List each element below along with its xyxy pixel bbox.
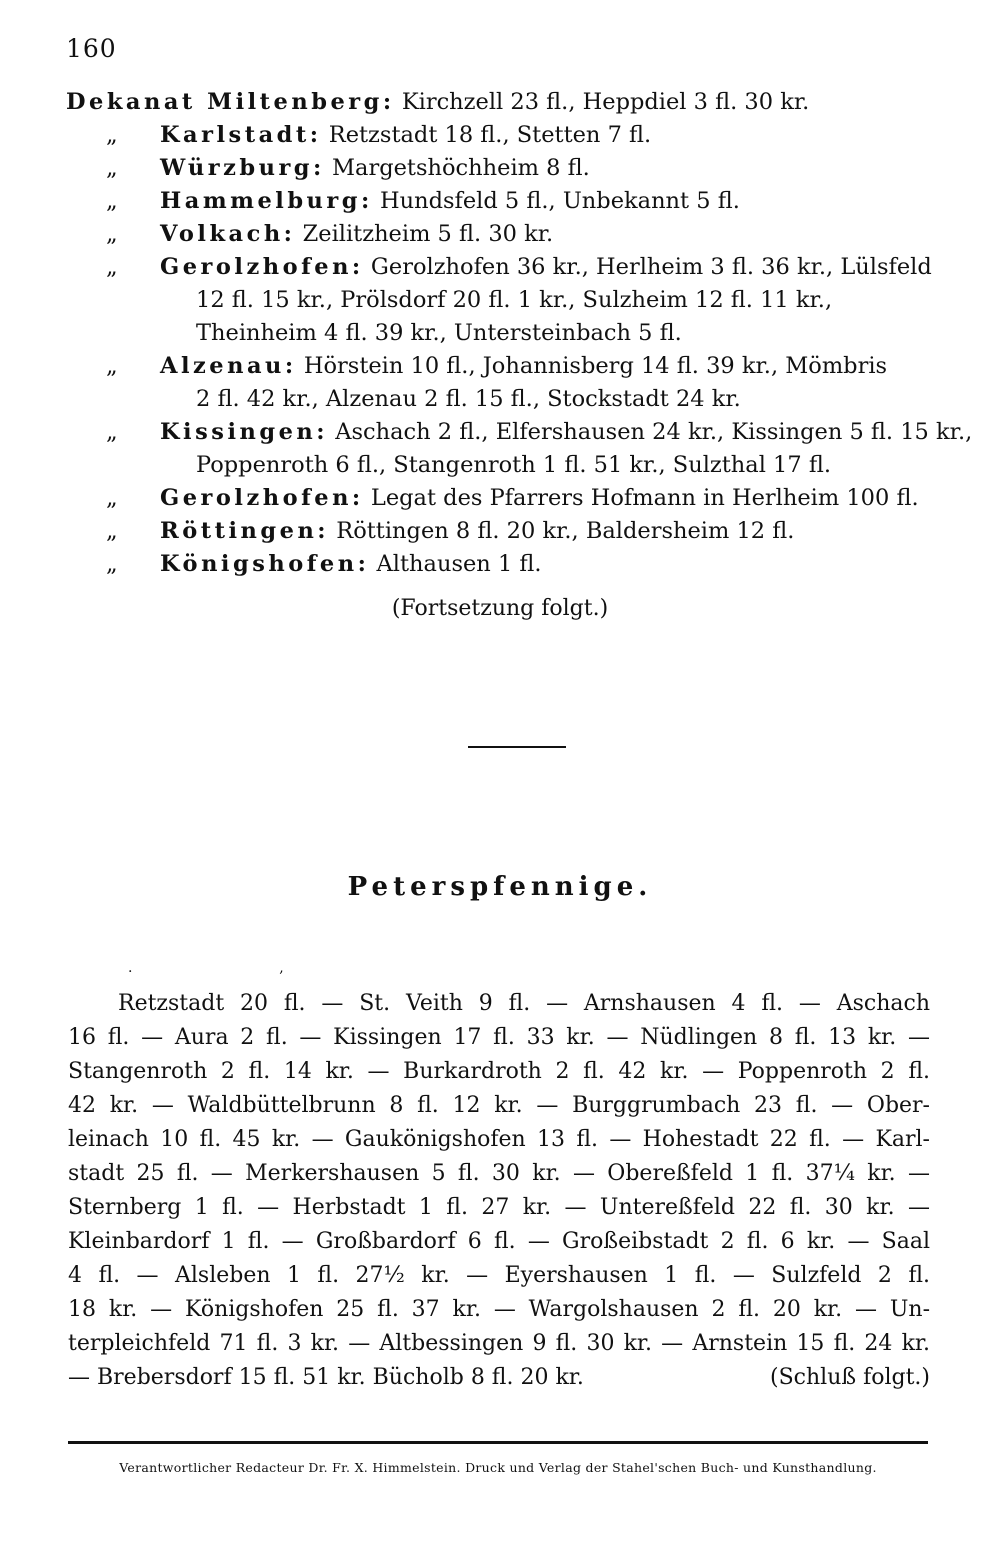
list-item xyxy=(66,548,936,581)
deanery-label: Volkach: xyxy=(160,221,296,247)
peterspfennige-paragraph xyxy=(68,987,930,1395)
paragraph-line: 16 fl. — Aura 2 fl. — Kissingen 17 fl. 33 kr. — Nüdlingen 8 fl. 13 kr. — xyxy=(68,1025,930,1050)
entry-text: Zeilitzheim 5 fl. 30 kr. xyxy=(295,221,554,247)
deanery-label: Gerolzhofen: xyxy=(160,254,364,280)
ditto-mark: „ xyxy=(106,419,118,445)
deanery-label: Königshofen: xyxy=(160,551,370,577)
entry-continuation: Poppenroth 6 fl., Stangenroth 1 fl. 51 kr., Sulzthal 17 fl. xyxy=(196,452,831,478)
entry-text: Kirchzell 23 fl., Heppdiel 3 fl. 30 kr. xyxy=(394,89,810,115)
ditto-mark: „ xyxy=(106,221,118,247)
deanery-label: Dekanat Miltenberg: xyxy=(66,89,395,115)
list-item xyxy=(66,218,936,251)
paragraph-line: Kleinbardorf 1 fl. — Großbardorf 6 fl. — Großeibstadt 2 fl. 6 kr. — Saal xyxy=(68,1229,930,1254)
deanery-label: Röttingen: xyxy=(160,518,330,544)
entry-continuation: 2 fl. 42 kr., Alzenau 2 fl. 15 fl., Stockstadt 24 kr. xyxy=(196,386,741,412)
donation-list xyxy=(66,86,973,581)
imprint: Verantwortlicher Redacteur Dr. Fr. X. Himmelstein. Druck und Verlag der Stahel'schen Buch- und Kunsthandlung. xyxy=(119,1460,877,1475)
list-item xyxy=(66,251,936,350)
list-item xyxy=(66,86,936,119)
section-title: Peterspfennige. xyxy=(347,872,653,902)
deanery-label: Gerolzhofen: xyxy=(160,485,364,511)
closing-note: (Schluß folgt.) xyxy=(770,1365,930,1390)
ditto-mark: „ xyxy=(106,122,118,148)
list-item xyxy=(66,416,973,482)
paragraph-line: leinach 10 fl. 45 kr. — Gaukönigshofen 13 fl. — Hohestadt 22 fl. — Karl- xyxy=(68,1127,930,1152)
paragraph-line: Stangenroth 2 fl. 14 kr. — Burkardroth 2 fl. 42 kr. — Poppenroth 2 fl. xyxy=(68,1059,930,1084)
entry-text: Röttingen 8 fl. 20 kr., Baldersheim 12 fl. xyxy=(329,518,795,544)
list-item xyxy=(66,119,936,152)
paragraph-last-line xyxy=(68,1361,930,1395)
paragraph-line: 42 kr. — Waldbüttelbrunn 8 fl. 12 kr. — Burggrumbach 23 fl. — Ober- xyxy=(68,1093,930,1118)
entry-text: Hörstein 10 fl., Johannisberg 14 fl. 39 kr., Mömbris xyxy=(296,353,888,379)
entry-text: Althausen 1 fl. xyxy=(369,551,542,577)
ditto-mark: „ xyxy=(106,155,118,181)
print-specks: . , xyxy=(128,960,284,976)
section-divider xyxy=(468,746,566,748)
paragraph-line: Sternberg 1 fl. — Herbstadt 1 fl. 27 kr. — Untereßfeld 22 fl. 30 kr. — xyxy=(68,1195,930,1220)
deanery-label: Hammelburg: xyxy=(160,188,373,214)
deanery-label: Kissingen: xyxy=(160,419,329,445)
deanery-label: Würzburg: xyxy=(160,155,325,181)
paragraph-line: — Brebersdorf 15 fl. 51 kr. Bücholb 8 fl. 20 kr. xyxy=(68,1365,584,1390)
paragraph-line: terpleichfeld 71 fl. 3 kr. — Altbessingen 9 fl. 30 kr. — Arnstein 15 fl. 24 kr. xyxy=(68,1331,930,1356)
page-number: 160 xyxy=(66,34,117,63)
entry-continuation: 12 fl. 15 kr., Prölsdorf 20 fl. 1 kr., Sulzheim 12 fl. 11 kr., xyxy=(196,287,833,313)
ditto-mark: „ xyxy=(106,485,118,511)
ditto-mark: „ xyxy=(106,353,118,379)
entry-text: Retzstadt 18 fl., Stetten 7 fl. xyxy=(321,122,652,148)
ditto-mark: „ xyxy=(106,518,118,544)
list-item xyxy=(66,350,936,416)
list-item xyxy=(66,185,936,218)
ditto-mark: „ xyxy=(106,551,118,577)
entry-continuation: Theinheim 4 fl. 39 kr., Untersteinbach 5 fl. xyxy=(196,320,682,346)
list-item xyxy=(66,152,936,185)
continuation-note: (Fortsetzung folgt.) xyxy=(391,596,609,621)
entry-text: Gerolzhofen 36 kr., Herlheim 3 fl. 36 kr., Lülsfeld xyxy=(363,254,932,280)
paragraph-line: Retzstadt 20 fl. — St. Veith 9 fl. — Arnshausen 4 fl. — Aschach xyxy=(118,991,930,1016)
paragraph-line: stadt 25 fl. — Merkershausen 5 fl. 30 kr. — Obereßfeld 1 fl. 37¼ kr. — xyxy=(68,1161,930,1186)
ditto-mark: „ xyxy=(106,254,118,280)
paragraph-line: 4 fl. — Alsleben 1 fl. 27½ kr. — Eyershausen 1 fl. — Sulzfeld 2 fl. xyxy=(68,1263,930,1288)
list-item xyxy=(66,515,936,548)
ditto-mark: „ xyxy=(106,188,118,214)
entry-text: Legat des Pfarrers Hofmann in Herlheim 100 fl. xyxy=(363,485,919,511)
entry-text: Hundsfeld 5 fl., Unbekannt 5 fl. xyxy=(372,188,740,214)
footer-rule xyxy=(68,1441,928,1444)
paragraph-line: 18 kr. — Königshofen 25 fl. 37 kr. — Wargolshausen 2 fl. 20 kr. — Un- xyxy=(68,1297,930,1322)
entry-text: Margetshöchheim 8 fl. xyxy=(324,155,590,181)
deanery-label: Karlstadt: xyxy=(160,122,322,148)
list-item xyxy=(66,482,936,515)
deanery-label: Alzenau: xyxy=(160,353,297,379)
entry-text: Aschach 2 fl., Elfershausen 24 kr., Kissingen 5 fl. 15 kr., xyxy=(328,419,973,445)
